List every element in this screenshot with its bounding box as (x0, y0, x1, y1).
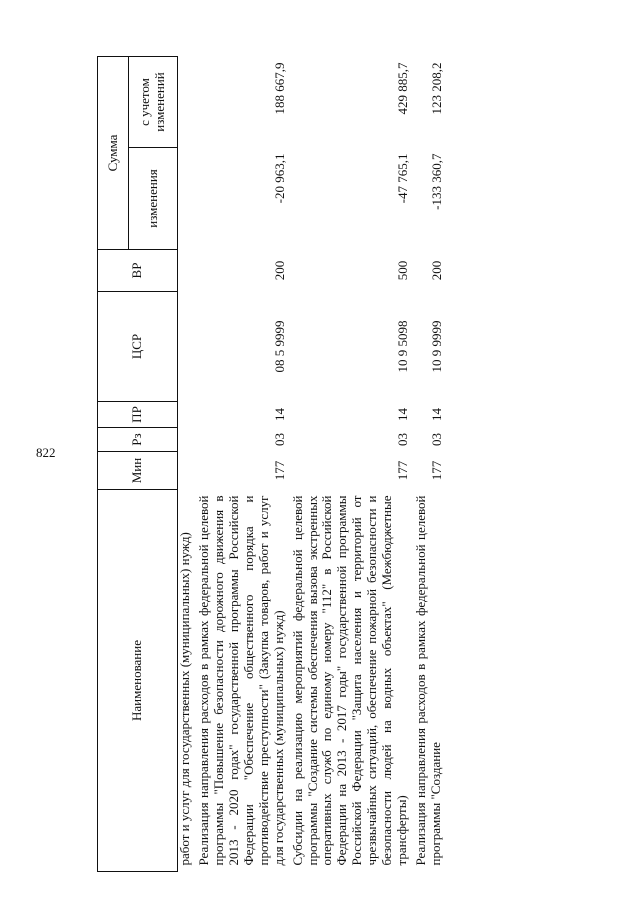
row-csr (178, 292, 197, 402)
row-changes: -133 360,7 (429, 153, 444, 210)
row-name: работ и услуг для государственных (муниципальных) нужд) (177, 532, 192, 866)
row-pr (178, 402, 197, 428)
row-min: 177 (395, 460, 411, 481)
row-rz: 03 (271, 433, 287, 446)
row-min (178, 452, 197, 490)
row-csr: 08 5 9999 (271, 320, 287, 373)
header-vr: ВР (98, 250, 178, 292)
rotated-table-container (97, 57, 597, 872)
row-name: Реализация направления расходов в рамках федеральной целевой программы "Создание (413, 495, 443, 866)
row-name: Реализация направления расходов в рамках федеральной целевой программы "Повышение безопасности дорожного движения в 2013 - 2020 годах" государственной программы Российской Федерации "Обеспечение общественного порядка и противодействие преступности" (Закупка товаров, работ и услуг для государственных (муниципальных) нужд) (195, 495, 286, 866)
row-pr: 14 (429, 408, 444, 421)
header-rz: Рз (98, 428, 178, 452)
row-pr: 14 (395, 408, 411, 421)
header-min: Мин (98, 452, 178, 490)
row-rz (178, 428, 197, 452)
header-csr: ЦСР (98, 292, 178, 402)
table-row (178, 57, 197, 872)
row-vr: 500 (395, 260, 411, 281)
row-total: 429 885,7 (395, 62, 411, 115)
table-row (414, 57, 448, 872)
row-changes: -20 963,1 (271, 153, 287, 204)
row-name: Субсидии на реализацию мероприятий федеральной целевой программы "Создание системы обеспечения вызова экстренных оперативных служб по единому номеру "112" в Российской Федерации на 2013 - 2017 годы" государственной программы Российской Федерации "Защита населения и территорий от чрезвычайных ситуаций, обеспечение пожарной безопасности и безопасности людей на водных объектах" (Межбюджетные трансферты) (289, 495, 410, 866)
row-vr (178, 250, 197, 292)
row-rz: 03 (429, 433, 444, 446)
header-sum: Сумма (98, 57, 129, 250)
row-pr: 14 (271, 408, 287, 421)
row-csr: 10 9 5098 (395, 320, 411, 373)
budget-table (97, 56, 448, 872)
row-csr: 10 9 9999 (429, 320, 444, 373)
header-pr: ПР (98, 402, 178, 428)
table-row (197, 57, 291, 872)
page-number: 822 (36, 445, 56, 460)
header-with-changes: с учетом изменений (129, 57, 178, 148)
row-min: 177 (429, 460, 444, 481)
row-total: 188 667,9 (271, 62, 287, 115)
row-total (178, 57, 197, 148)
row-vr: 200 (429, 260, 444, 281)
row-changes: -47 765,1 (395, 153, 411, 204)
row-total: 123 208,2 (429, 62, 444, 115)
row-vr: 200 (271, 260, 287, 281)
header-changes: изменения (129, 148, 178, 250)
row-rz: 03 (395, 433, 411, 446)
table-row (291, 57, 415, 872)
row-changes (178, 148, 197, 250)
header-name: Наименование (98, 490, 178, 872)
row-min: 177 (271, 460, 287, 481)
